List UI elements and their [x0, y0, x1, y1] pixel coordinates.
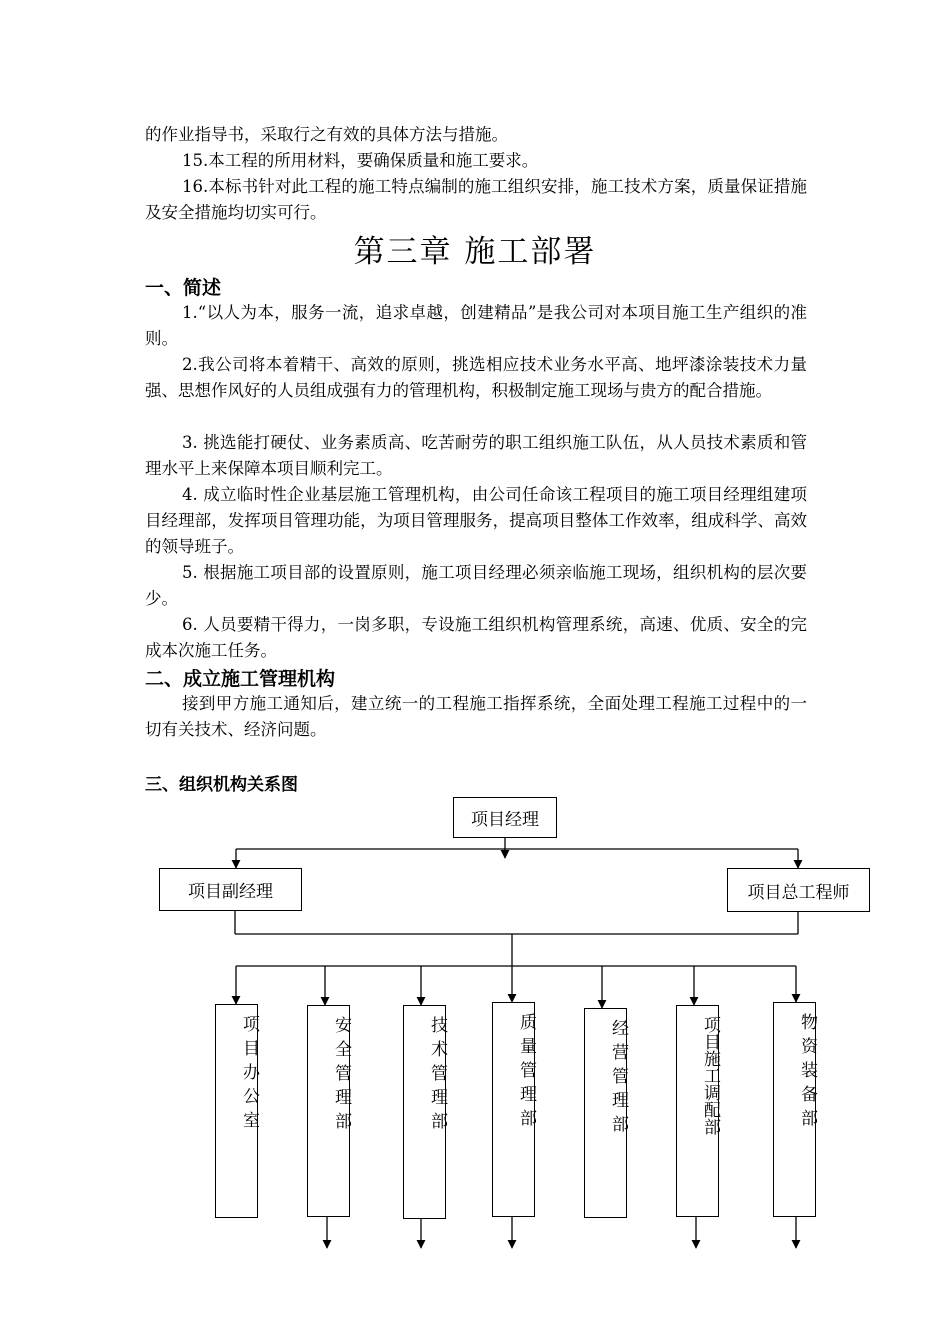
overview-item-4: 4. 成立临时性企业基层施工管理机构，由公司任命该工程项目的施工项目经理组建项目经理部，发挥项目管理功能，为项目管理服务，提高项目整体工作效率，组成科学、高效的领导班子。 [145, 485, 807, 556]
chapter-title: 第三章 施工部署 [353, 234, 597, 270]
org-box-chief-engineer: 项目总工程师 [727, 868, 870, 912]
overview-item-3: 3. 挑选能打硬仗、业务素质高、吃苦耐劳的职工组织施工队伍，从人员技术素质和管理水平上来保障本项目顺利完工。 [145, 433, 807, 478]
section-heading-overview: 一、简述 [145, 277, 222, 299]
organization-text: 接到甲方施工通知后，建立统一的工程施工指挥系统，全面处理工程施工过程中的一切有关技术、经济问题。 [145, 694, 807, 739]
org-box-safety-dept: 安全管理部 [307, 1005, 350, 1217]
overview-item-6: 6. 人员要精干得力，一岗多职，专设施工组织机构管理系统，高速、优质、安全的完成本次施工任务。 [145, 615, 807, 660]
section-heading-organization: 二、成立施工管理机构 [145, 668, 336, 690]
section-heading-org-chart: 三、组织机构关系图 [145, 775, 298, 795]
overview-item-5: 5. 根据施工项目部的设置原则，施工项目经理必须亲临施工现场，组织机构的层次要少。 [145, 563, 807, 608]
org-box-dispatch-dept: 项目施工调配部 [676, 1005, 719, 1217]
org-box-deputy-manager: 项目副经理 [159, 868, 302, 911]
org-box-technical-dept: 技术管理部 [403, 1005, 446, 1219]
paragraph-item-15: 15.本工程的所用材料，要确保质量和施工要求。 [182, 151, 539, 170]
org-box-project-manager: 项目经理 [453, 797, 557, 838]
overview-item-1: 1.“以人为本，服务一流，追求卓越，创建精品”是我公司对本项目施工生产组织的准则。 [145, 303, 807, 348]
org-box-materials-dept: 物资装备部 [773, 1002, 816, 1217]
org-box-project-office: 项目办公室 [215, 1004, 258, 1218]
org-box-quality-dept: 质量管理部 [492, 1002, 535, 1217]
org-box-business-dept: 经营管理部 [584, 1008, 627, 1218]
paragraph-item-16: 16.本标书针对此工程的施工特点编制的施工组织安排，施工技术方案，质量保证措施及安全措施均切实可行。 [145, 177, 807, 222]
paragraph-continuation: 的作业指导书，采取行之有效的具体方法与措施。 [145, 125, 508, 144]
overview-item-2: 2.我公司将本着精干、高效的原则，挑选相应技术业务水平高、地坪漆涂装技术力量强、思想作风好的人员组成强有力的管理机构，积极制定施工现场与贵方的配合措施。 [145, 355, 807, 400]
